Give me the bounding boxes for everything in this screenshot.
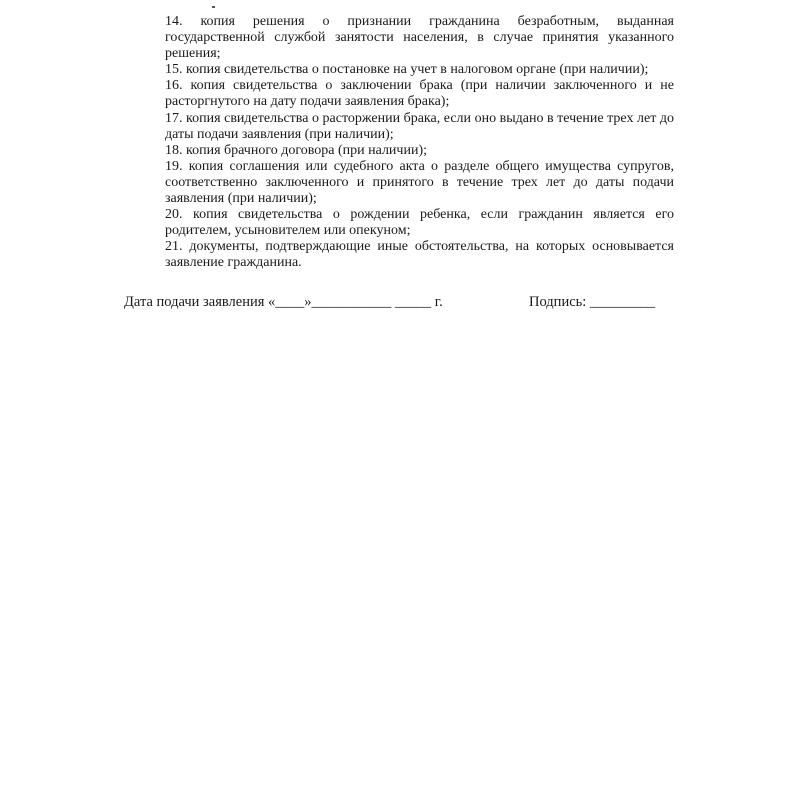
list-item-20: 20. копия свидетельства о рождении ребенка, если гражданин является его родителем, усыновителем или опекуном; <box>165 207 674 239</box>
application-date-line: Дата подачи заявления «____»___________ _____ г. <box>124 294 443 310</box>
document-list <box>165 14 674 272</box>
list-item-17: 17. копия свидетельства о расторжении брака, если оно выдано в течение трех лет до даты подачи заявления (при наличии); <box>165 110 674 142</box>
list-item-18: 18. копия брачного договора (при наличии); <box>165 142 427 158</box>
list-item-14: 14. копия решения о признании гражданина безработным, выданная государственной службой занятости населения, в случае принятия указанного решения; <box>165 14 674 62</box>
scan-artifact <box>212 6 215 8</box>
list-item-21: 21. документы, подтверждающие иные обстоятельства, на которых основывается заявление гражданина. <box>165 239 674 271</box>
list-item-19: 19. копия соглашения или судебного акта о разделе общего имущества супругов, соответственно заключенного и принятого в течение трех лет до даты подачи заявления (при наличии); <box>165 158 674 207</box>
list-item-15: 15. копия свидетельства о постановке на учет в налоговом органе (при наличии); <box>165 62 649 78</box>
list-item-16: 16. копия свидетельства о заключении брака (при наличии заключенного и не расторгнутого на дату подачи заявления брака); <box>165 78 674 110</box>
signature-line: Подпись: _________ <box>529 294 656 310</box>
